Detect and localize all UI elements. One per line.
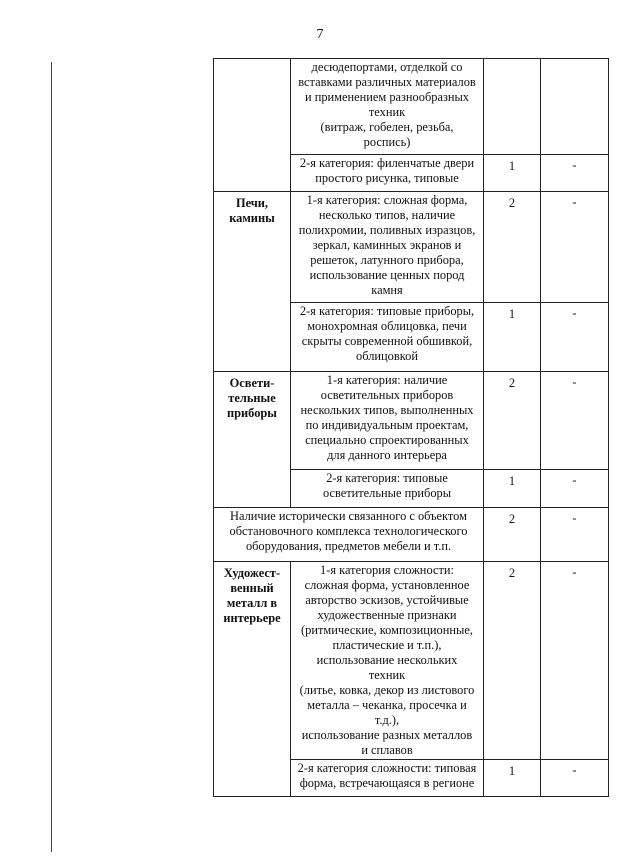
extra-cell: - bbox=[541, 155, 609, 192]
extra-cell: - bbox=[541, 470, 609, 508]
page-number: 7 bbox=[316, 27, 324, 42]
score-cell: 1 bbox=[484, 470, 541, 508]
description-cell: 2-я категория: типовые приборы, монохромная облицовка, печи скрыты современной обшивкой, облицовкой bbox=[291, 303, 484, 372]
extra-cell: - bbox=[541, 192, 609, 303]
description-cell: десюдепортами, отделкой со вставками различных материалов и применением разнообразных техник (витраж, гобелен, резьба, роспись) bbox=[291, 59, 484, 155]
description-cell: 2-я категория сложности: типовая форма, встречающаяся в регионе bbox=[291, 760, 484, 797]
category-cell bbox=[214, 59, 291, 192]
description-cell: 1-я категория: сложная форма, несколько типов, наличие полихромии, поливных изразцов, зеркал, каминных экранов и решеток, латунного прибора, использование ценных пород камня bbox=[291, 192, 484, 303]
category-cell: Печи, камины bbox=[214, 192, 291, 372]
description-cell: 2-я категория: филенчатые двери простого рисунка, типовые bbox=[291, 155, 484, 192]
binding-margin-line bbox=[51, 62, 52, 852]
extra-cell: - bbox=[541, 760, 609, 797]
score-cell: 1 bbox=[484, 303, 541, 372]
criteria-table bbox=[213, 58, 609, 797]
table-row bbox=[214, 508, 609, 562]
score-cell bbox=[484, 59, 541, 155]
score-cell: 2 bbox=[484, 508, 541, 562]
extra-cell: - bbox=[541, 372, 609, 470]
table-row bbox=[214, 372, 609, 470]
description-cell: 1-я категория сложности: сложная форма, установленное авторство эскизов, устойчивые художественные признаки (ритмические, композиционные, пластические и т.п.), использование нескольких техник (литье, ковка, декор из листового металла – чеканка, просечка и т.д.), использование разных металлов и сплавов bbox=[291, 562, 484, 760]
extra-cell: - bbox=[541, 303, 609, 372]
score-cell: 1 bbox=[484, 760, 541, 797]
merged-description-cell: Наличие исторически связанного с объектом обстановочного комплекса технологического оборудования, предметов мебели и т.п. bbox=[214, 508, 484, 562]
score-cell: 2 bbox=[484, 372, 541, 470]
extra-cell: - bbox=[541, 562, 609, 760]
extra-cell bbox=[541, 59, 609, 155]
category-cell: Художест- венный металл в интерьере bbox=[214, 562, 291, 797]
score-cell: 1 bbox=[484, 155, 541, 192]
table-row bbox=[214, 192, 609, 303]
description-cell: 2-я категория: типовые осветительные приборы bbox=[291, 470, 484, 508]
score-cell: 2 bbox=[484, 192, 541, 303]
table-row bbox=[214, 59, 609, 155]
description-cell: 1-я категория: наличие осветительных приборов нескольких типов, выполненных по индивидуальным проектам, специально спроектированных для данного интерьера bbox=[291, 372, 484, 470]
table-row bbox=[214, 562, 609, 760]
extra-cell: - bbox=[541, 508, 609, 562]
category-cell: Освети- тельные приборы bbox=[214, 372, 291, 508]
score-cell: 2 bbox=[484, 562, 541, 760]
